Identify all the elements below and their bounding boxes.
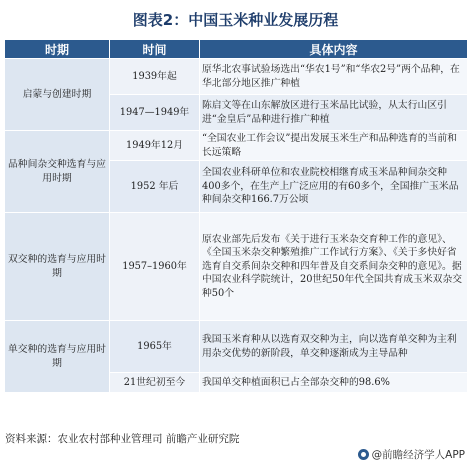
content-cell: “全国农业工作会议”提出发展玉米生产和品种选育的当前和长远策略 <box>200 131 468 161</box>
figure-title: 图表2：中国玉米种业发展历程 <box>132 11 339 29</box>
period-cell: 品种间杂交种选育与应用时期 <box>5 131 110 213</box>
table-row <box>5 321 468 373</box>
history-table <box>4 39 468 393</box>
header-time: 时间 <box>110 40 200 59</box>
time-cell: 1947—1949年 <box>110 95 200 131</box>
content-cell: 全国农业科研单位和农业院校相继育成玉米品种间杂交种400多个，在生产上广泛应用的有60多个，全国推广玉米品种间杂交种166.7万公顷 <box>200 161 468 213</box>
time-cell: 1965年 <box>110 321 200 373</box>
content-cell: 原华北农事试验场选出“华农1号”和“华农2号”两个品种，在华北部分地区推广种植 <box>200 59 468 95</box>
brand-logo-icon <box>358 449 369 460</box>
time-cell: 1939年起 <box>110 59 200 95</box>
content-cell: 陈启文等在山东解放区进行玉米品比试验，从太行山区引进“金皇后”品种进行推广种植 <box>200 95 468 131</box>
content-cell: 我国单交种植面积已占全部杂交种的98.6% <box>200 373 468 393</box>
header-content: 具体内容 <box>200 40 468 59</box>
header-period: 时期 <box>5 40 110 59</box>
table-row <box>5 59 468 95</box>
period-cell: 双交种的选育与应用时期 <box>5 213 110 321</box>
content-cell: 原农业部先后发布《关于进行玉米杂交育种工作的意见》、《全国玉米杂交种繁殖推广工作试行方案》、《关于多快好省选育自交系间杂交种和四年普及自交系间杂交种的意见》。据中国农业科学院统计，20世纪50年代全国共育成玉米双杂交种50个 <box>200 213 468 321</box>
table-row <box>5 213 468 321</box>
content-cell: 我国玉米育种从以选育双交种为主，向以选育单交种为主利用杂交优势的新阶段，单交种逐渐成为主导品种 <box>200 321 468 373</box>
source-note: 资料来源：农业农村部种业管理司 前瞻产业研究院 <box>5 433 240 445</box>
brand-mark <box>358 447 465 462</box>
table-row <box>5 131 468 161</box>
table-header-row <box>5 40 468 59</box>
period-cell: 启蒙与创建时期 <box>5 59 110 131</box>
brand-text: @前瞻经济学人APP <box>371 449 465 461</box>
period-cell: 单交种的选育与应用时期 <box>5 321 110 393</box>
time-cell: 1952 年后 <box>110 161 200 213</box>
time-cell: 1949年12月 <box>110 131 200 161</box>
time-cell: 21世纪初至今 <box>110 373 200 393</box>
time-cell: 1957–1960年 <box>110 213 200 321</box>
